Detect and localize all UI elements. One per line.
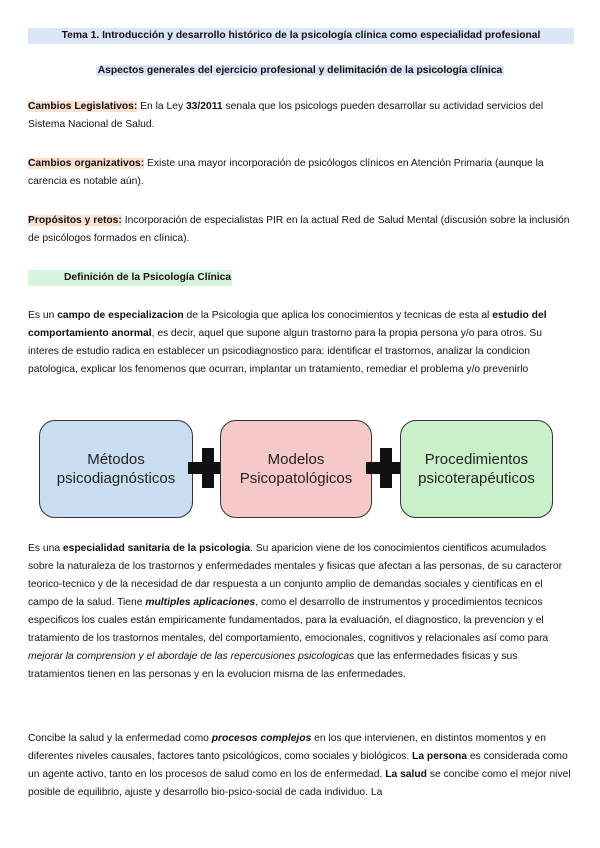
definition-heading: Definición de la Psicología Clínica [28, 270, 232, 286]
def-text-3: , es decir, aquel que supone algun trastorno para la propia persona y/o para otros. Su interes de estudio radica en establecer un psicodiagnostico para: identificar el trastornos, analizar la condicion patologica, explicar los fenomenos que ocurran, implantar un tratamiento, remediar el problema y/o prevenirlo [28, 328, 542, 375]
con-bold-salud: La salud [385, 769, 427, 780]
box2-line1: Modelos [267, 451, 325, 468]
paragraph-concibe [28, 730, 574, 802]
con-bold-procesos: procesos complejos [211, 733, 312, 744]
diagram-box-procedimientos [400, 420, 553, 518]
paragraph-legislativos [28, 98, 574, 134]
label-legislativos: Cambios Legislativos: [28, 101, 138, 112]
con-text-4: se concibe como el mejor nivel posible de equilibrio, ajuste y desarrollo bio-psico-social de cada individuo. La [28, 769, 571, 798]
san-bold-aplicaciones: multiples aplicaciones [145, 597, 256, 608]
san-text-4: que las enfermedades fisicas y sus tratamientos tienen en las personas y en la evolucion misma de las enfermedades. [28, 651, 518, 680]
text-legislativos-1: En la Ley [137, 101, 186, 112]
con-bold-persona: La persona [412, 751, 467, 762]
san-italic-mejorar: mejorar la comprension y el abordaje de las repercusiones psicologicas [28, 651, 355, 662]
text-legislativos-2: senala que los psicologs pueden desarrollar su actividad servicios del Sistema Nacional de Salud. [28, 101, 544, 130]
box3-line2: psicoterapéuticos [418, 470, 535, 487]
san-text-1: Es una [28, 543, 63, 554]
san-bold-especialidad: especialidad sanitaria de la psicologia [62, 543, 251, 554]
label-propositos: Propósitos y retos: [28, 215, 122, 226]
section-subtitle-text: Aspectos generales del ejercicio profesional y delimitación de la psicología clínica [97, 65, 503, 76]
label-organizativos: Cambios organizativos: [28, 158, 145, 169]
con-text-2: en los que intervienen, en distintos momentos y en diferentes niveles causales, factores tanto psicológicos, como sociales y biológicos. [28, 733, 546, 762]
san-text-3: , como el desarrollo de instrumentos y procedimientos tecnicos especificos los cuales están empiricamente fundamentados, para la evaluación, el diagnostico, la prevencion y el tratamiento de los trastornos mentales, del comportamiento, emocionales, cognitivos y relacionales así como para [28, 597, 549, 644]
box1-line2: psicodiagnósticos [56, 470, 176, 487]
paragraph-propositos [28, 212, 574, 248]
ley-number: 33/2011 [185, 101, 223, 112]
paragraph-sanitaria [28, 540, 574, 684]
con-text-1: Concibe la salud y la enfermedad como [28, 733, 212, 744]
paragraph-definicion [28, 307, 574, 379]
section-subtitle [0, 63, 600, 79]
san-text-2: . Su aparicion viene de los conocimientos cientificos acumulados sobre la naturaleza de los trastornos y enfermedades mentales y fisicas que afectan a las personas, de su caracteror teorico-tecnico y de la necesidad de dar respuesta a un conjunto amplio de demandas sociales y cientificas en el campo de la salud. Tiene [28, 543, 563, 608]
box2-line2: Psicopatológicos [239, 470, 353, 487]
def-text-1: Es un [28, 310, 58, 321]
def-text-2: de la Psicologia que aplica los conocimientos y tecnicas de esta al [183, 310, 493, 321]
def-bold-campo: campo de especializacion [57, 310, 184, 321]
diagram-box-modelos [220, 420, 372, 518]
paragraph-organizativos [28, 155, 574, 191]
text-propositos: Incorporación de especialistas PIR en la actual Red de Salud Mental (discusión sobre la inclusión de psicólogos formados en clínica). [28, 215, 570, 244]
text-organizativos: Existe una mayor incorporación de psicólogos clínicos en Atención Primaria (aunque la carencia es notable aún). [28, 158, 544, 187]
diagram-box-metodos [39, 420, 193, 518]
con-text-3: es considerada como un agente activo, tanto en los procesos de salud como en los de enfermedad. [28, 751, 568, 780]
page-title: Tema 1. Introducción y desarrollo histórico de la psicología clínica como especialidad profesional [28, 28, 574, 44]
box3-line1: Procedimientos [424, 451, 529, 468]
box1-line1: Métodos [87, 451, 145, 468]
def-bold-estudio: estudio del comportamiento anormal [28, 310, 547, 339]
